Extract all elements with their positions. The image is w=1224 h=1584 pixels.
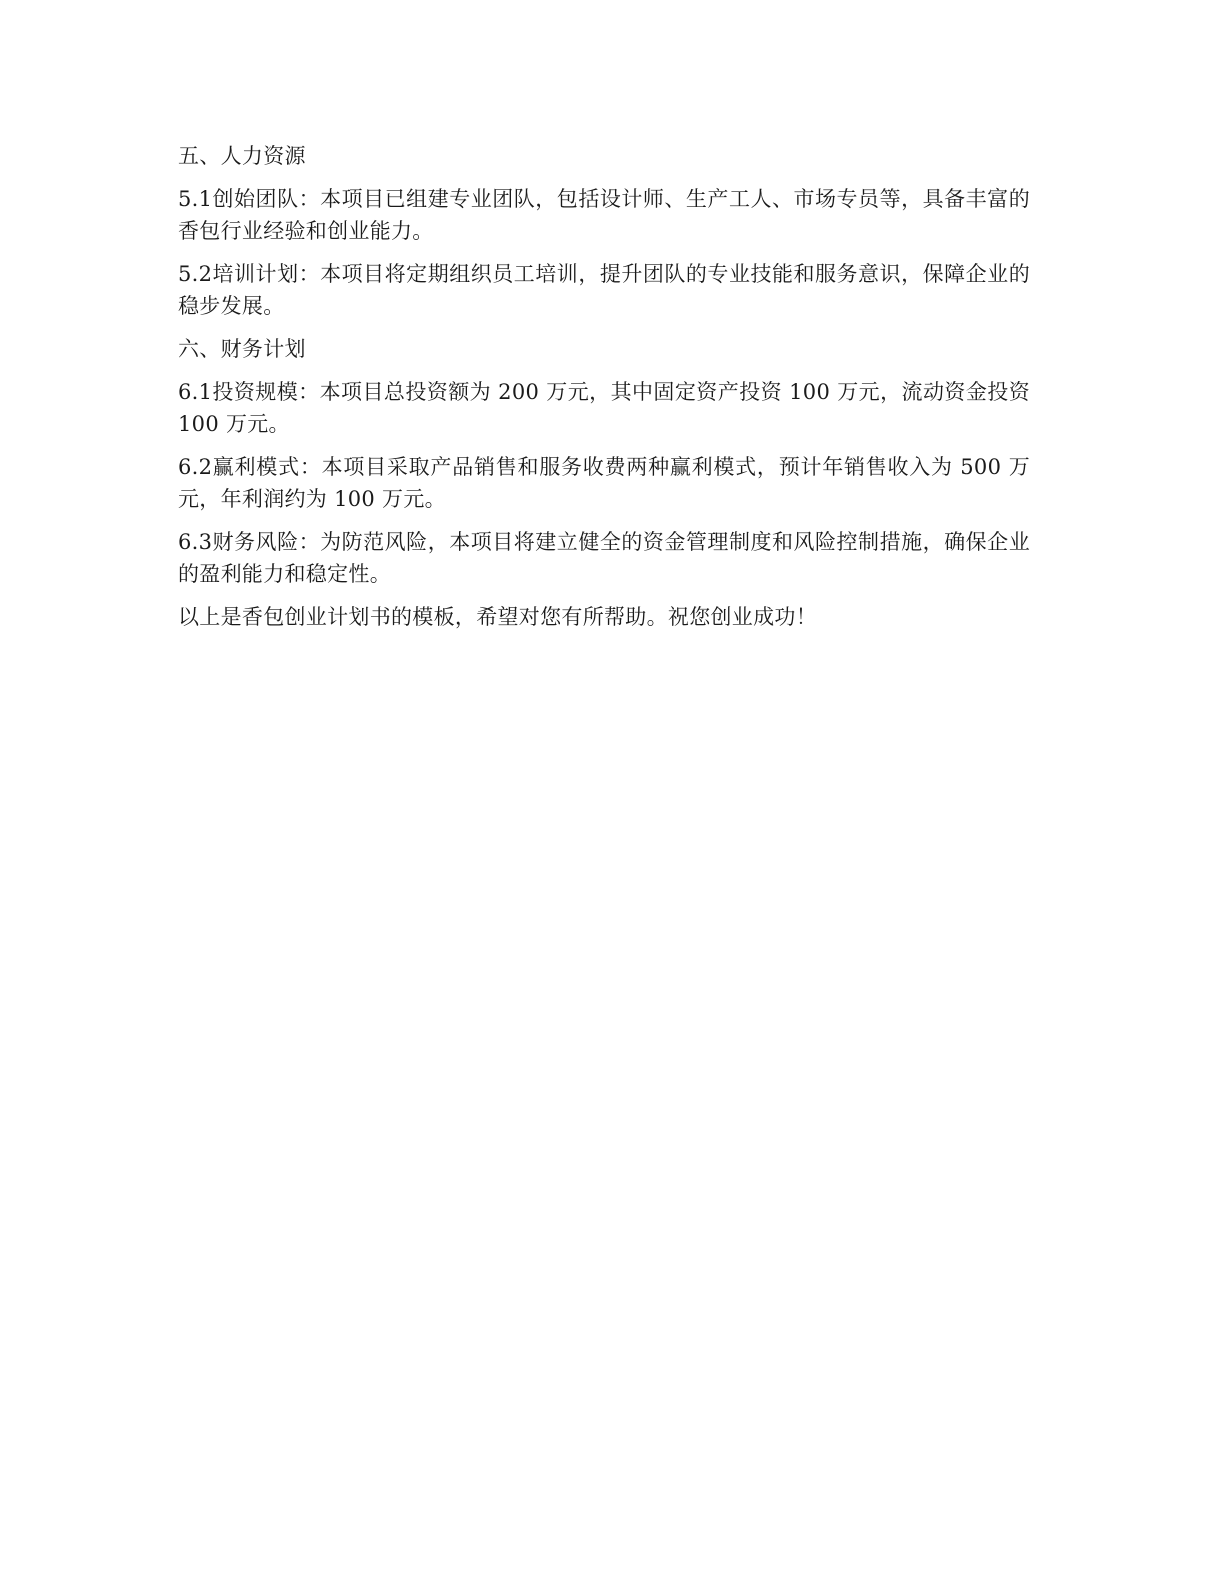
paragraph-training-plan: 5.2培训计划：本项目将定期组织员工培训，提升团队的专业技能和服务意识，保障企业的稳步发展。 [178, 262, 1030, 318]
paragraph-investment-scale: 6.1投资规模：本项目总投资额为 200 万元，其中固定资产投资 100 万元，流动资金投资 100 万元。 [178, 380, 1030, 436]
document-body [178, 140, 1030, 644]
paragraph-founding-team: 5.1创始团队：本项目已组建专业团队，包括设计师、生产工人、市场专员等，具备丰富的香包行业经验和创业能力。 [178, 187, 1030, 243]
paragraph-profit-model: 6.2赢利模式：本项目采取产品销售和服务收费两种赢利模式，预计年销售收入为 500 万元，年利润约为 100 万元。 [178, 455, 1030, 511]
paragraph-financial-risk: 6.3财务风险：为防范风险，本项目将建立健全的资金管理制度和风险控制措施，确保企业的盈利能力和稳定性。 [178, 530, 1030, 586]
paragraph-closing: 以上是香包创业计划书的模板，希望对您有所帮助。祝您创业成功！ [178, 605, 817, 629]
section-heading-financial-plan: 六、财务计划 [178, 337, 306, 361]
section-heading-human-resources: 五、人力资源 [178, 144, 306, 168]
